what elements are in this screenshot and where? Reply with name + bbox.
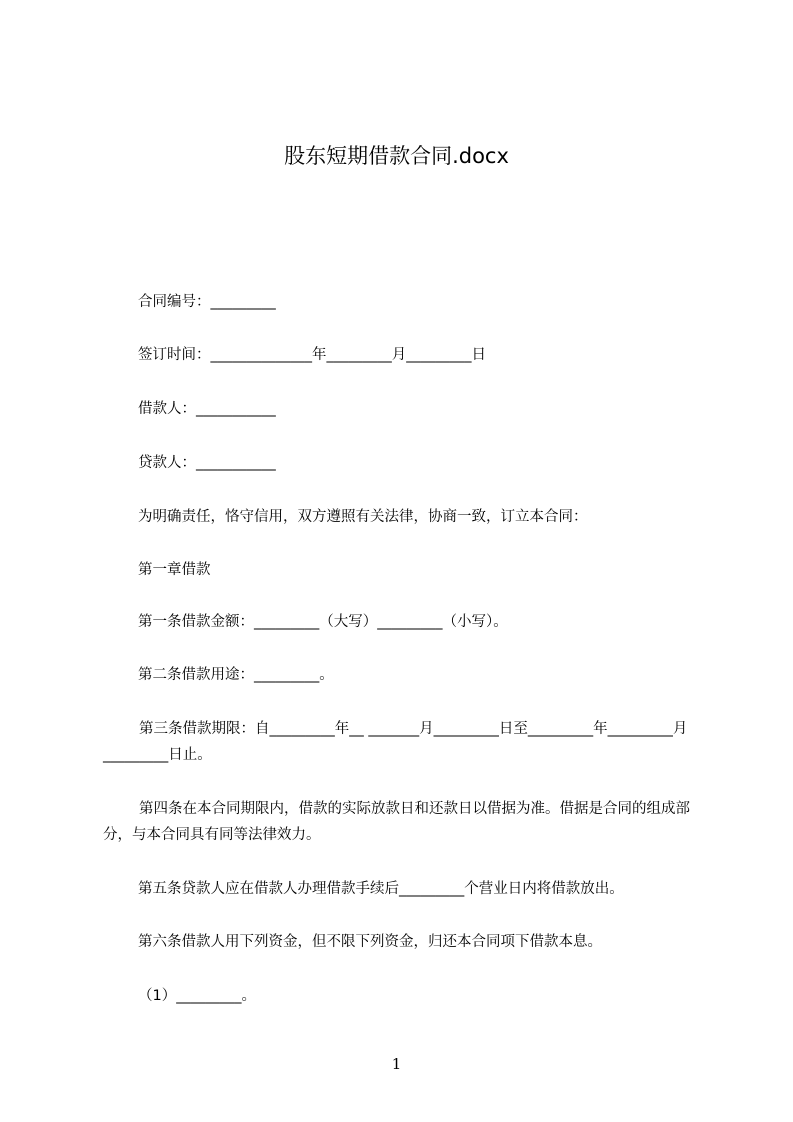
lender-line: 贷款人：___________: [138, 455, 276, 471]
item-1-paragraph: （1）_________。: [138, 988, 256, 1004]
signing-date-line: 签订时间：______________年_________月_________日: [138, 347, 486, 363]
borrower-line: 借款人：___________: [138, 401, 276, 417]
article-2-paragraph: 第二条借款用途：_________。: [138, 667, 334, 683]
article-4-paragraph: 第四条在本合同期限内，借款的实际放款日和还款日以借据为准。借据是合同的组成部分，与本合同具有同等法律效力。: [103, 801, 690, 843]
document-title: 股东短期借款合同.docx: [284, 144, 509, 168]
chapter-heading: 第一章借款: [138, 562, 211, 578]
page-number: 1: [391, 1055, 402, 1073]
article-5-paragraph: 第五条贷款人应在借款人办理借款手续后_________个营业日内将借款放出。: [138, 881, 624, 897]
article-3-paragraph: 第三条借款期限：自_________年__ _______月_________日至_________年_________月_________日止。: [103, 721, 688, 763]
preamble-paragraph: 为明确责任，恪守信用，双方遵照有关法律，协商一致，订立本合同：: [138, 509, 588, 525]
article-6-paragraph: 第六条借款人用下列资金，但不限下列资金，归还本合同项下借款本息。: [138, 934, 602, 950]
article-1-paragraph: 第一条借款金额：_________（大写）_________（小写）。: [138, 614, 508, 630]
contract-number-line: 合同编号：_________: [138, 294, 276, 310]
